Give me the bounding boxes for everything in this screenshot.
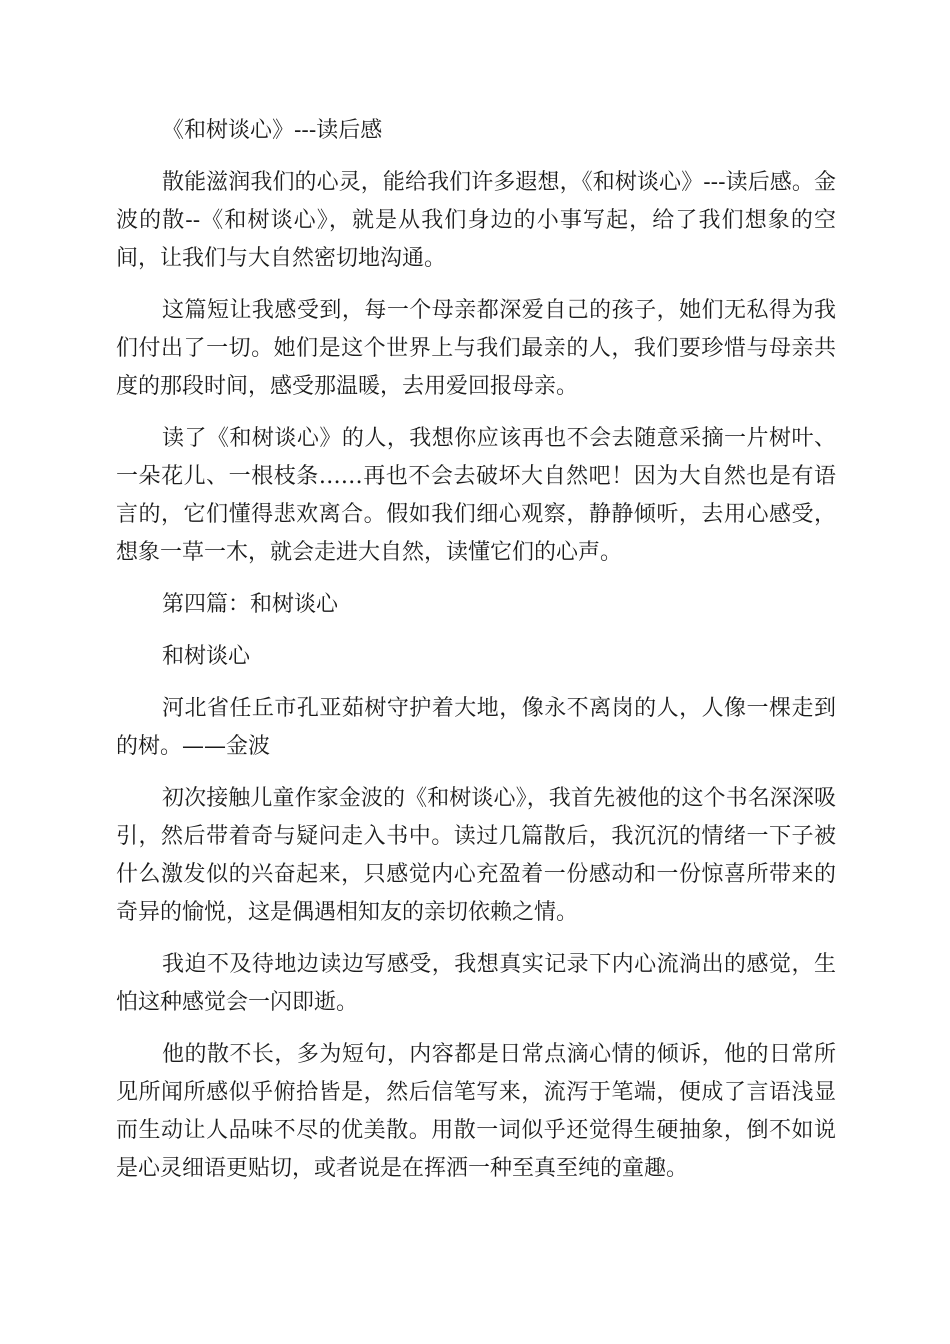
paragraph: 初次接触儿童作家金波的《和树谈心》，我首先被他的这个书名深深吸引，然后带着奇与疑问走入书中。读过几篇散后，我沉沉的情绪一下子被什么激发似的兴奋起来，只感觉内心充盈着一份感动和一份惊喜所带来的奇异的愉悦，这是偶遇相知友的亲切依赖之情。 <box>116 786 836 925</box>
essay-title: 《和树谈心》---读后感 <box>162 118 383 143</box>
document-body <box>116 112 836 1202</box>
section-heading: 第四篇：和树谈心 <box>162 592 339 617</box>
section-subtitle: 和树谈心 <box>162 644 251 669</box>
paragraph: 我迫不及待地边读边写感受，我想真实记录下内心流淌出的感觉，生怕这种感觉会一闪即逝。 <box>116 952 836 1015</box>
paragraph: 这篇短让我感受到，每一个母亲都深爱自己的孩子，她们无私得为我们付出了一切。她们是这个世界上与我们最亲的人，我们要珍惜与母亲共度的那段时间，感受那温暖，去用爱回报母亲。 <box>116 298 836 399</box>
paragraph: 河北省任丘市孔亚茹树守护着大地，像永不离岗的人，人像一棵走到的树。——金波 <box>116 696 836 759</box>
paragraph: 散能滋润我们的心灵，能给我们许多遐想，《和树谈心》---读后感。金波的散--《和树谈心》，就是从我们身边的小事写起，给了我们想象的空间，让我们与大自然密切地沟通。 <box>116 170 836 271</box>
paragraph: 他的散不长，多为短句，内容都是日常点滴心情的倾诉，他的日常所见所闻所感似乎俯拾皆是，然后信笔写来，流泻于笔端，便成了言语浅显而生动让人品味不尽的优美散。用散一词似乎还觉得生硬抽象，倒不如说是心灵细语更贴切，或者说是在挥洒一种至真至纯的童趣。 <box>116 1042 836 1181</box>
paragraph: 读了《和树谈心》的人，我想你应该再也不会去随意采摘一片树叶、一朵花儿、一根枝条……再也不会去破坏大自然吧！因为大自然也是有语言的，它们懂得悲欢离合。假如我们细心观察，静静倾听，去用心感受，想象一草一木，就会走进大自然，读懂它们的心声。 <box>116 426 836 565</box>
